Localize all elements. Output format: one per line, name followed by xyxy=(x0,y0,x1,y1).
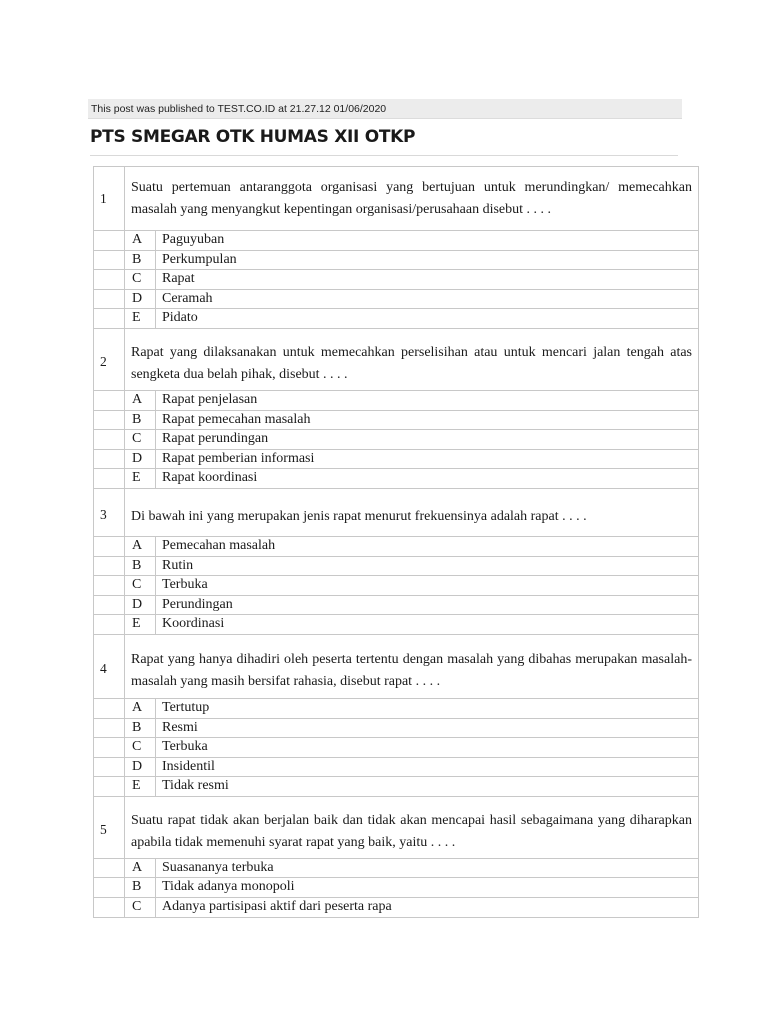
option-text: Perundingan xyxy=(156,595,699,615)
option-text: Rapat perundingan xyxy=(156,430,699,450)
option-row xyxy=(94,309,699,329)
question-text xyxy=(125,328,699,390)
option-letter: A xyxy=(125,390,156,410)
question-number: 1 xyxy=(94,167,125,231)
option-spacer-cell xyxy=(94,250,125,270)
option-row xyxy=(94,430,699,450)
option-row xyxy=(94,576,699,596)
option-letter: C xyxy=(125,576,156,596)
option-row xyxy=(94,270,699,290)
option-text: Suasananya terbuka xyxy=(156,858,699,878)
option-letter: E xyxy=(125,777,156,797)
title-divider xyxy=(90,155,678,156)
option-row xyxy=(94,595,699,615)
question-text-content: Rapat yang dilaksanakan untuk memecahkan perselisihan atau untuk mencari jalan tengah atas sengketa dua belah pihak, disebut . . . . xyxy=(131,345,692,383)
question-number: 3 xyxy=(94,488,125,536)
question-text xyxy=(125,634,699,698)
option-text: Rapat koordinasi xyxy=(156,469,699,489)
option-spacer-cell xyxy=(94,615,125,635)
option-text: Pemecahan masalah xyxy=(156,536,699,556)
option-letter: B xyxy=(125,718,156,738)
option-row xyxy=(94,449,699,469)
option-row xyxy=(94,390,699,410)
option-spacer-cell xyxy=(94,878,125,898)
option-text: Rutin xyxy=(156,556,699,576)
question-text-content: Suatu pertemuan antaranggota organisasi yang bertujuan untuk merundingkan/ memecahkan masalah yang menyangkut kepentingan organisasi/perusahaan disebut . . . . xyxy=(131,179,692,217)
option-letter: D xyxy=(125,595,156,615)
option-letter: E xyxy=(125,469,156,489)
option-text: Ceramah xyxy=(156,289,699,309)
option-text: Insidentil xyxy=(156,757,699,777)
option-spacer-cell xyxy=(94,777,125,797)
option-row xyxy=(94,289,699,309)
option-text: Pidato xyxy=(156,309,699,329)
option-spacer-cell xyxy=(94,576,125,596)
option-spacer-cell xyxy=(94,449,125,469)
page-title: PTS SMEGAR OTK HUMAS XII OTKP xyxy=(90,127,416,147)
question-row xyxy=(94,488,699,536)
question-number: 2 xyxy=(94,328,125,390)
question-number: 4 xyxy=(94,634,125,698)
option-letter: D xyxy=(125,289,156,309)
option-text: Koordinasi xyxy=(156,615,699,635)
option-text: Terbuka xyxy=(156,576,699,596)
option-spacer-cell xyxy=(94,410,125,430)
question-row xyxy=(94,328,699,390)
option-letter: C xyxy=(125,738,156,758)
option-text: Rapat xyxy=(156,270,699,290)
option-row xyxy=(94,469,699,489)
option-spacer-cell xyxy=(94,390,125,410)
option-spacer-cell xyxy=(94,430,125,450)
option-text: Tidak adanya monopoli xyxy=(156,878,699,898)
option-spacer-cell xyxy=(94,469,125,489)
option-row xyxy=(94,231,699,251)
option-row xyxy=(94,898,699,918)
option-row xyxy=(94,738,699,758)
option-spacer-cell xyxy=(94,556,125,576)
option-spacer-cell xyxy=(94,898,125,918)
option-spacer-cell xyxy=(94,738,125,758)
option-row xyxy=(94,698,699,718)
option-letter: A xyxy=(125,858,156,878)
question-text xyxy=(125,488,699,536)
option-row xyxy=(94,757,699,777)
option-letter: C xyxy=(125,430,156,450)
question-row xyxy=(94,796,699,858)
option-text: Terbuka xyxy=(156,738,699,758)
option-letter: A xyxy=(125,698,156,718)
option-spacer-cell xyxy=(94,309,125,329)
option-letter: B xyxy=(125,556,156,576)
option-text: Tertutup xyxy=(156,698,699,718)
question-text-content: Suatu rapat tidak akan berjalan baik dan tidak akan mencapai hasil sebagaimana yang diharapkan apabila tidak memenuhi syarat rapat yang baik, yaitu . . . . xyxy=(131,813,692,851)
quiz-table xyxy=(93,166,699,918)
option-letter: A xyxy=(125,231,156,251)
option-spacer-cell xyxy=(94,231,125,251)
option-row xyxy=(94,556,699,576)
option-letter: C xyxy=(125,898,156,918)
option-spacer-cell xyxy=(94,289,125,309)
question-text xyxy=(125,167,699,231)
option-text: Perkumpulan xyxy=(156,250,699,270)
option-spacer-cell xyxy=(94,536,125,556)
question-row xyxy=(94,634,699,698)
option-text: Rapat pemberian informasi xyxy=(156,449,699,469)
option-letter: B xyxy=(125,878,156,898)
option-letter: B xyxy=(125,410,156,430)
option-letter: E xyxy=(125,309,156,329)
option-spacer-cell xyxy=(94,718,125,738)
option-spacer-cell xyxy=(94,858,125,878)
option-letter: D xyxy=(125,757,156,777)
option-row xyxy=(94,250,699,270)
option-text: Paguyuban xyxy=(156,231,699,251)
published-note: This post was published to TEST.CO.ID at 21.27.12 01/06/2020 xyxy=(88,99,682,119)
option-letter: E xyxy=(125,615,156,635)
option-spacer-cell xyxy=(94,595,125,615)
option-row xyxy=(94,718,699,738)
option-text: Rapat pemecahan masalah xyxy=(156,410,699,430)
option-text: Adanya partisipasi aktif dari peserta rapa xyxy=(156,898,699,918)
option-letter: B xyxy=(125,250,156,270)
option-row xyxy=(94,536,699,556)
option-row xyxy=(94,858,699,878)
option-row xyxy=(94,878,699,898)
option-spacer-cell xyxy=(94,757,125,777)
option-row xyxy=(94,615,699,635)
option-text: Rapat penjelasan xyxy=(156,390,699,410)
option-row xyxy=(94,777,699,797)
option-text: Tidak resmi xyxy=(156,777,699,797)
option-letter: C xyxy=(125,270,156,290)
option-text: Resmi xyxy=(156,718,699,738)
option-letter: A xyxy=(125,536,156,556)
option-letter: D xyxy=(125,449,156,469)
question-number: 5 xyxy=(94,796,125,858)
option-row xyxy=(94,410,699,430)
option-spacer-cell xyxy=(94,270,125,290)
option-spacer-cell xyxy=(94,698,125,718)
question-row xyxy=(94,167,699,231)
question-text-content: Rapat yang hanya dihadiri oleh peserta tertentu dengan masalah yang dibahas merupakan masalah-masalah yang masih bersifat rahasia, disebut rapat . . . . xyxy=(131,652,692,690)
question-text xyxy=(125,796,699,858)
question-text-content: Di bawah ini yang merupakan jenis rapat menurut frekuensinya adalah rapat . . . . xyxy=(131,509,587,525)
